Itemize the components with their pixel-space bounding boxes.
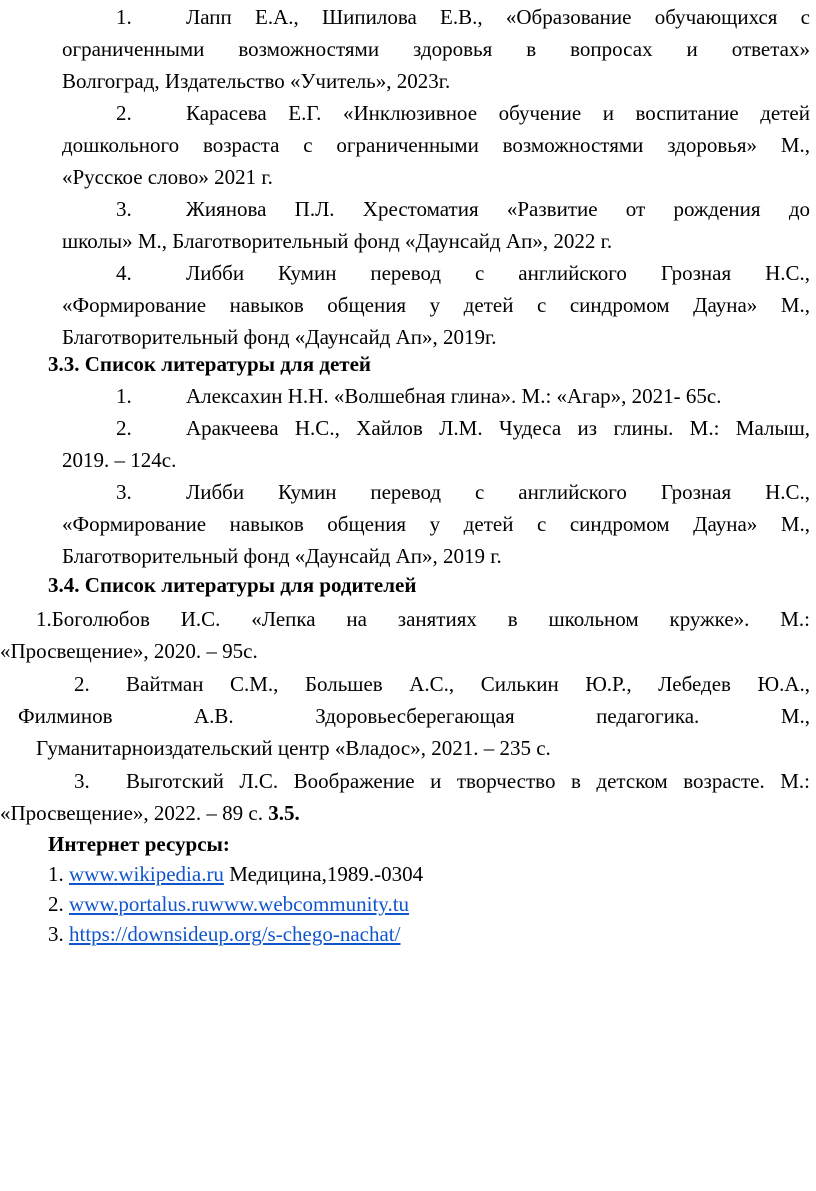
list-item-line: 3. Либби Кумин перевод с английского Грозная Н.С., <box>116 477 810 507</box>
list-item-line: «Формирование навыков общения у детей с синдромом Дауна» М., <box>62 512 810 536</box>
list-item-line: 2. Аракчеева Н.С., Хайлов Л.М. Чудеса из глины. М.: Малыш, <box>116 413 810 443</box>
list-item-number: 3. <box>116 197 132 221</box>
list-item-number: 2. <box>116 416 132 440</box>
list-item-line: «Формирование навыков общения у детей с синдромом Дауна» М., <box>62 293 810 317</box>
list-item-line: дошкольного возраста с ограниченными возможностями здоровья» М., <box>62 133 810 157</box>
list-item-line: 3. Жиянова П.Л. Хрестоматия «Развитие от рождения до <box>116 194 810 224</box>
section-heading-children: 3.3. Список литературы для детей <box>48 352 371 376</box>
resource-link[interactable]: www.wikipedia.ru <box>69 862 224 886</box>
list-item-line: 2. Карасева Е.Г. «Инклюзивное обучение и воспитание детей <box>116 98 810 128</box>
list-item-line: «Просвещение», 2020. – 95с. <box>0 639 258 663</box>
list-item-line: Благотворительный фонд «Даунсайд Ап», 2019г. <box>62 325 497 349</box>
list-item-line: 3. Выготский Л.С. Воображение и творчество в детском возрасте. М.: <box>74 766 810 796</box>
section-heading-internet: Интернет ресурсы: <box>48 832 230 856</box>
list-item <box>48 919 400 949</box>
list-item: 1. www.wikipedia.ru Медицина,1989.-0304 <box>48 862 424 886</box>
list-item-number: 2. <box>74 672 90 696</box>
list-item-number: 1. <box>116 384 132 408</box>
section-heading-parents: 3.4. Список литературы для родителей <box>48 573 417 597</box>
list-item-line: 2019. – 124с. <box>62 448 177 472</box>
list-item-line: 2. Вайтман С.М., Большев А.С., Силькин Ю.Р., Лебедев Ю.А., <box>74 669 810 699</box>
list-item-number: 4. <box>116 261 132 285</box>
section-number-3-5: 3.5. <box>268 801 300 825</box>
list-item-line: 1. Алексахин Н.Н. «Волшебная глина». М.: «Агар», 2021- 65с. <box>116 381 721 411</box>
resource-link[interactable]: https://downsideup.org/s-chego-nachat/ <box>69 922 401 946</box>
list-item-line: Гуманитарноиздательский центр «Владос», 2021. – 235 с. <box>36 736 551 760</box>
list-item-number: 3. <box>116 480 132 504</box>
list-item-line: 4. Либби Кумин перевод с английского Грозная Н.С., <box>116 258 810 288</box>
list-item-line: школы» М., Благотворительный фонд «Даунсайд Ап», 2022 г. <box>62 229 613 253</box>
list-item-line: Волгоград, Издательство «Учитель», 2023г. <box>62 69 451 93</box>
list-item-line: «Русское слово» 2021 г. <box>62 165 273 189</box>
list-item-number: 3. <box>74 769 90 793</box>
list-item-line: Благотворительный фонд «Даунсайд Ап», 2019 г. <box>62 544 502 568</box>
list-item-number: 1. <box>116 5 132 29</box>
list-item-line: ограниченными возможностями здоровья в вопросах и ответах» <box>62 37 810 61</box>
list-item-number: 2. <box>116 101 132 125</box>
list-item-line: «Просвещение», 2022. – 89 с. 3.5. <box>0 801 300 825</box>
list-item-line: Филминов А.В. Здоровьесберегающая педагогика. М., <box>18 704 810 728</box>
resource-link[interactable]: www.portalus.ruwww.webcommunity.tu <box>69 892 410 916</box>
list-item-number: 2. <box>48 892 69 916</box>
list-item <box>48 889 409 919</box>
list-item-number: 1. <box>48 862 69 886</box>
list-item-line: 1.Боголюбов И.С. «Лепка на занятиях в школьном кружке». М.: <box>36 607 810 631</box>
list-item-number: 3. <box>48 922 69 946</box>
list-item-line: 1. Лапп Е.А., Шипилова Е.В., «Образование обучающихся с <box>116 2 810 32</box>
